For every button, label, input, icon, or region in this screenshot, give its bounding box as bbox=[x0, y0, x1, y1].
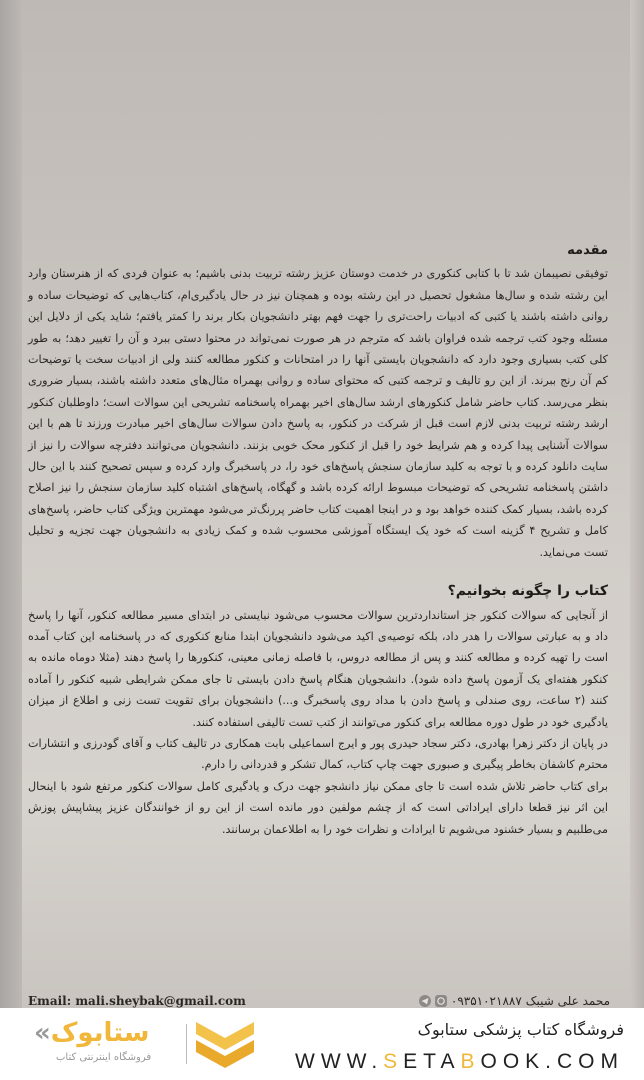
how-to-read-paragraph: از آنجایی که سوالات کنکور جز استانداردترین سوالات محسوب می‌شود نبایستی در ابتدای مسیر مطالعه کنکور، آنها را پاسخ داد و به عبارتی سوالات را هدر داد، بلکه توصیه‌ی اکید می‌شود دانشجویان ابتدا منابع کنکوری که در پاسخنامه این کتاب آمده است را تهیه کرده و مطالعه کنند و پس از مطالعه دروس، با فاصله زمانی معینی، کنکورها را پاسخ دهند (مثلا دوماه مانده به کنکور هفته‌ای یک آزمون پاسخ داده شود). دانشجویان هنگام پاسخ دادن بایستی تا جای ممکن شرایطی شبیه کنکور را آماده کنند (۲ ساعت، روی صندلی و پاسخ دادن با مداد روی پاسخبرگ و...) دانشجویان برای تقویت تست زنی و اطلاع از میزان یادگیری خود در طول دوره مطالعه برای کنکور می‌توانند از کتب تست تالیفی استفاده کنند. bbox=[28, 608, 608, 729]
introduction-paragraph: توفیقی نصیبمان شد تا با کتابی کنکوری در خدمت دوستان عزیز رشته تربیت بدنی باشیم؛ به عنوان فردی که از هنرستان وارد این رشته شده و سال‌ها مشغول تحصیل در این رشته بوده و همچنان نیز در حال یادگیری‌ام، کتاب‌هایی که توضیحات ساده و روانی داشته باشند یا کتبی که ادبیات راحت‌تری را جهت فهم بهتر دانشجویان بکار برند را کمتر یافتم؛ شاید یکی از دلایل این مسئله وجود کتب ترجمه شده فراوان باشد که مترجم در هر صورت نمی‌تواند در محتوا دستی ببرد و آن را تغییر دهد؛ به طور کلی کتب بسیاری وجود دارد که دانشجویان بایستی آنها را در امتحانات و کنکور مطالعه کنند ولی از ادبیات سخت یا توضیحات کم آن رنج ببرند. از این رو تالیف و ترجمه کتبی که محتوای ساده و روانی بهمراه مثال‌های متعدد داشته باشند، بسیار ضروری بنظر می‌رسد. کتاب حاضر شامل کنکورهای ارشد سال‌های اخیر بهمراه پاسخنامه تشریحی این سوالات است؛ داوطلبان کنکور ارشد رشته تربیت بدنی لازم است قبل از شرکت در کنکور، به پاسخ دادن سوالات سال‌های اخیر مبادرت ورزند تا هم با این سوالات آشنایی پیدا کرده و هم شرایط خود را قبل از کنکور محک خوبی بزنند. دانشجویان می‌توانند دفترچه سوالات را نیز از سایت دانلود کرده و با توجه به کلید سازمان سنجش پاسخ‌های خود را، در پاسخبرگ وارد کرده و سپس تصحیح کنند با این حال داشتن پاسخنامه تشریحی که توضیحات مبسوط ارائه کرده باشد و گهگاه، پاسخ‌های اشتباه کلید سازمان سنجش را نیز اصلاح کرده باشد، بسیار کمک کننده خواهد بود و در اینجا اهمیت کتاب حاضر پررنگ‌تر می‌شود مهمترین ویژگی کتاب حاضر، پاسخ‌های کامل و تشریح ۴ گزینه است که خود یک ایستگاه آموزشی محسوب شده و کمک زیادی به دانشجویان جهت تجزیه و تحلیل تست می‌نماید. bbox=[28, 267, 608, 559]
acknowledgements-paragraph: در پایان از دکتر زهرا بهادری، دکتر سجاد حیدری پور و ایرج اسماعیلی بابت همکاری در تالیف کتاب و آقای گودرزی و انتشارات محترم کاشفان بخاطر پیگیری و صبوری جهت چاپ کتاب، کمال تشکر و قدردانی را دارم. bbox=[28, 736, 608, 772]
chevron-mark-icon bbox=[196, 1018, 254, 1070]
author-info bbox=[419, 994, 610, 1008]
whatsapp-icon bbox=[435, 995, 447, 1007]
author-name: محمد علی شیبک bbox=[525, 994, 610, 1008]
feedback-paragraph: برای کتاب حاضر تلاش شده است تا جای ممکن نیاز دانشجو جهت درک و یادگیری کامل سوالات کنکور مرتفع شود با اینحال این اثر نیز قطعا دارای ایراداتی است که از چشم مولفین دور مانده است از این رو از خوانندگان عزیز پیشاپیش پوزش می‌طلبیم و بسیار خشنود می‌شویم تا ایرادات و نظرات خود را به اطلاعمان برسانند. bbox=[28, 779, 608, 836]
logo-subtitle: فروشگاه اینترنتی کتاب bbox=[56, 1052, 152, 1063]
author-phone: ۰۹۳۵۱۰۲۱۸۸۷ bbox=[450, 994, 522, 1008]
logo-wordmark: «ستابوک bbox=[34, 1018, 150, 1048]
double-chevron-icon: « bbox=[34, 1018, 51, 1048]
section-title-how-to-read: کتاب را چگونه بخوانیم؟ bbox=[447, 583, 608, 600]
section-title-introduction: مقدمه bbox=[567, 243, 608, 258]
telegram-icon bbox=[419, 995, 431, 1007]
book-page-text bbox=[28, 240, 608, 840]
store-url[interactable]: WWW.SETABOOK.COM bbox=[295, 1050, 624, 1073]
author-contact-line bbox=[28, 992, 610, 1008]
store-name: فروشگاه کتاب پزشکی ستابوک bbox=[417, 1020, 624, 1039]
setabook-logo bbox=[26, 1016, 256, 1072]
author-email: Email: mali.sheybak@gmail.com bbox=[28, 994, 246, 1008]
logo-divider bbox=[186, 1024, 187, 1064]
